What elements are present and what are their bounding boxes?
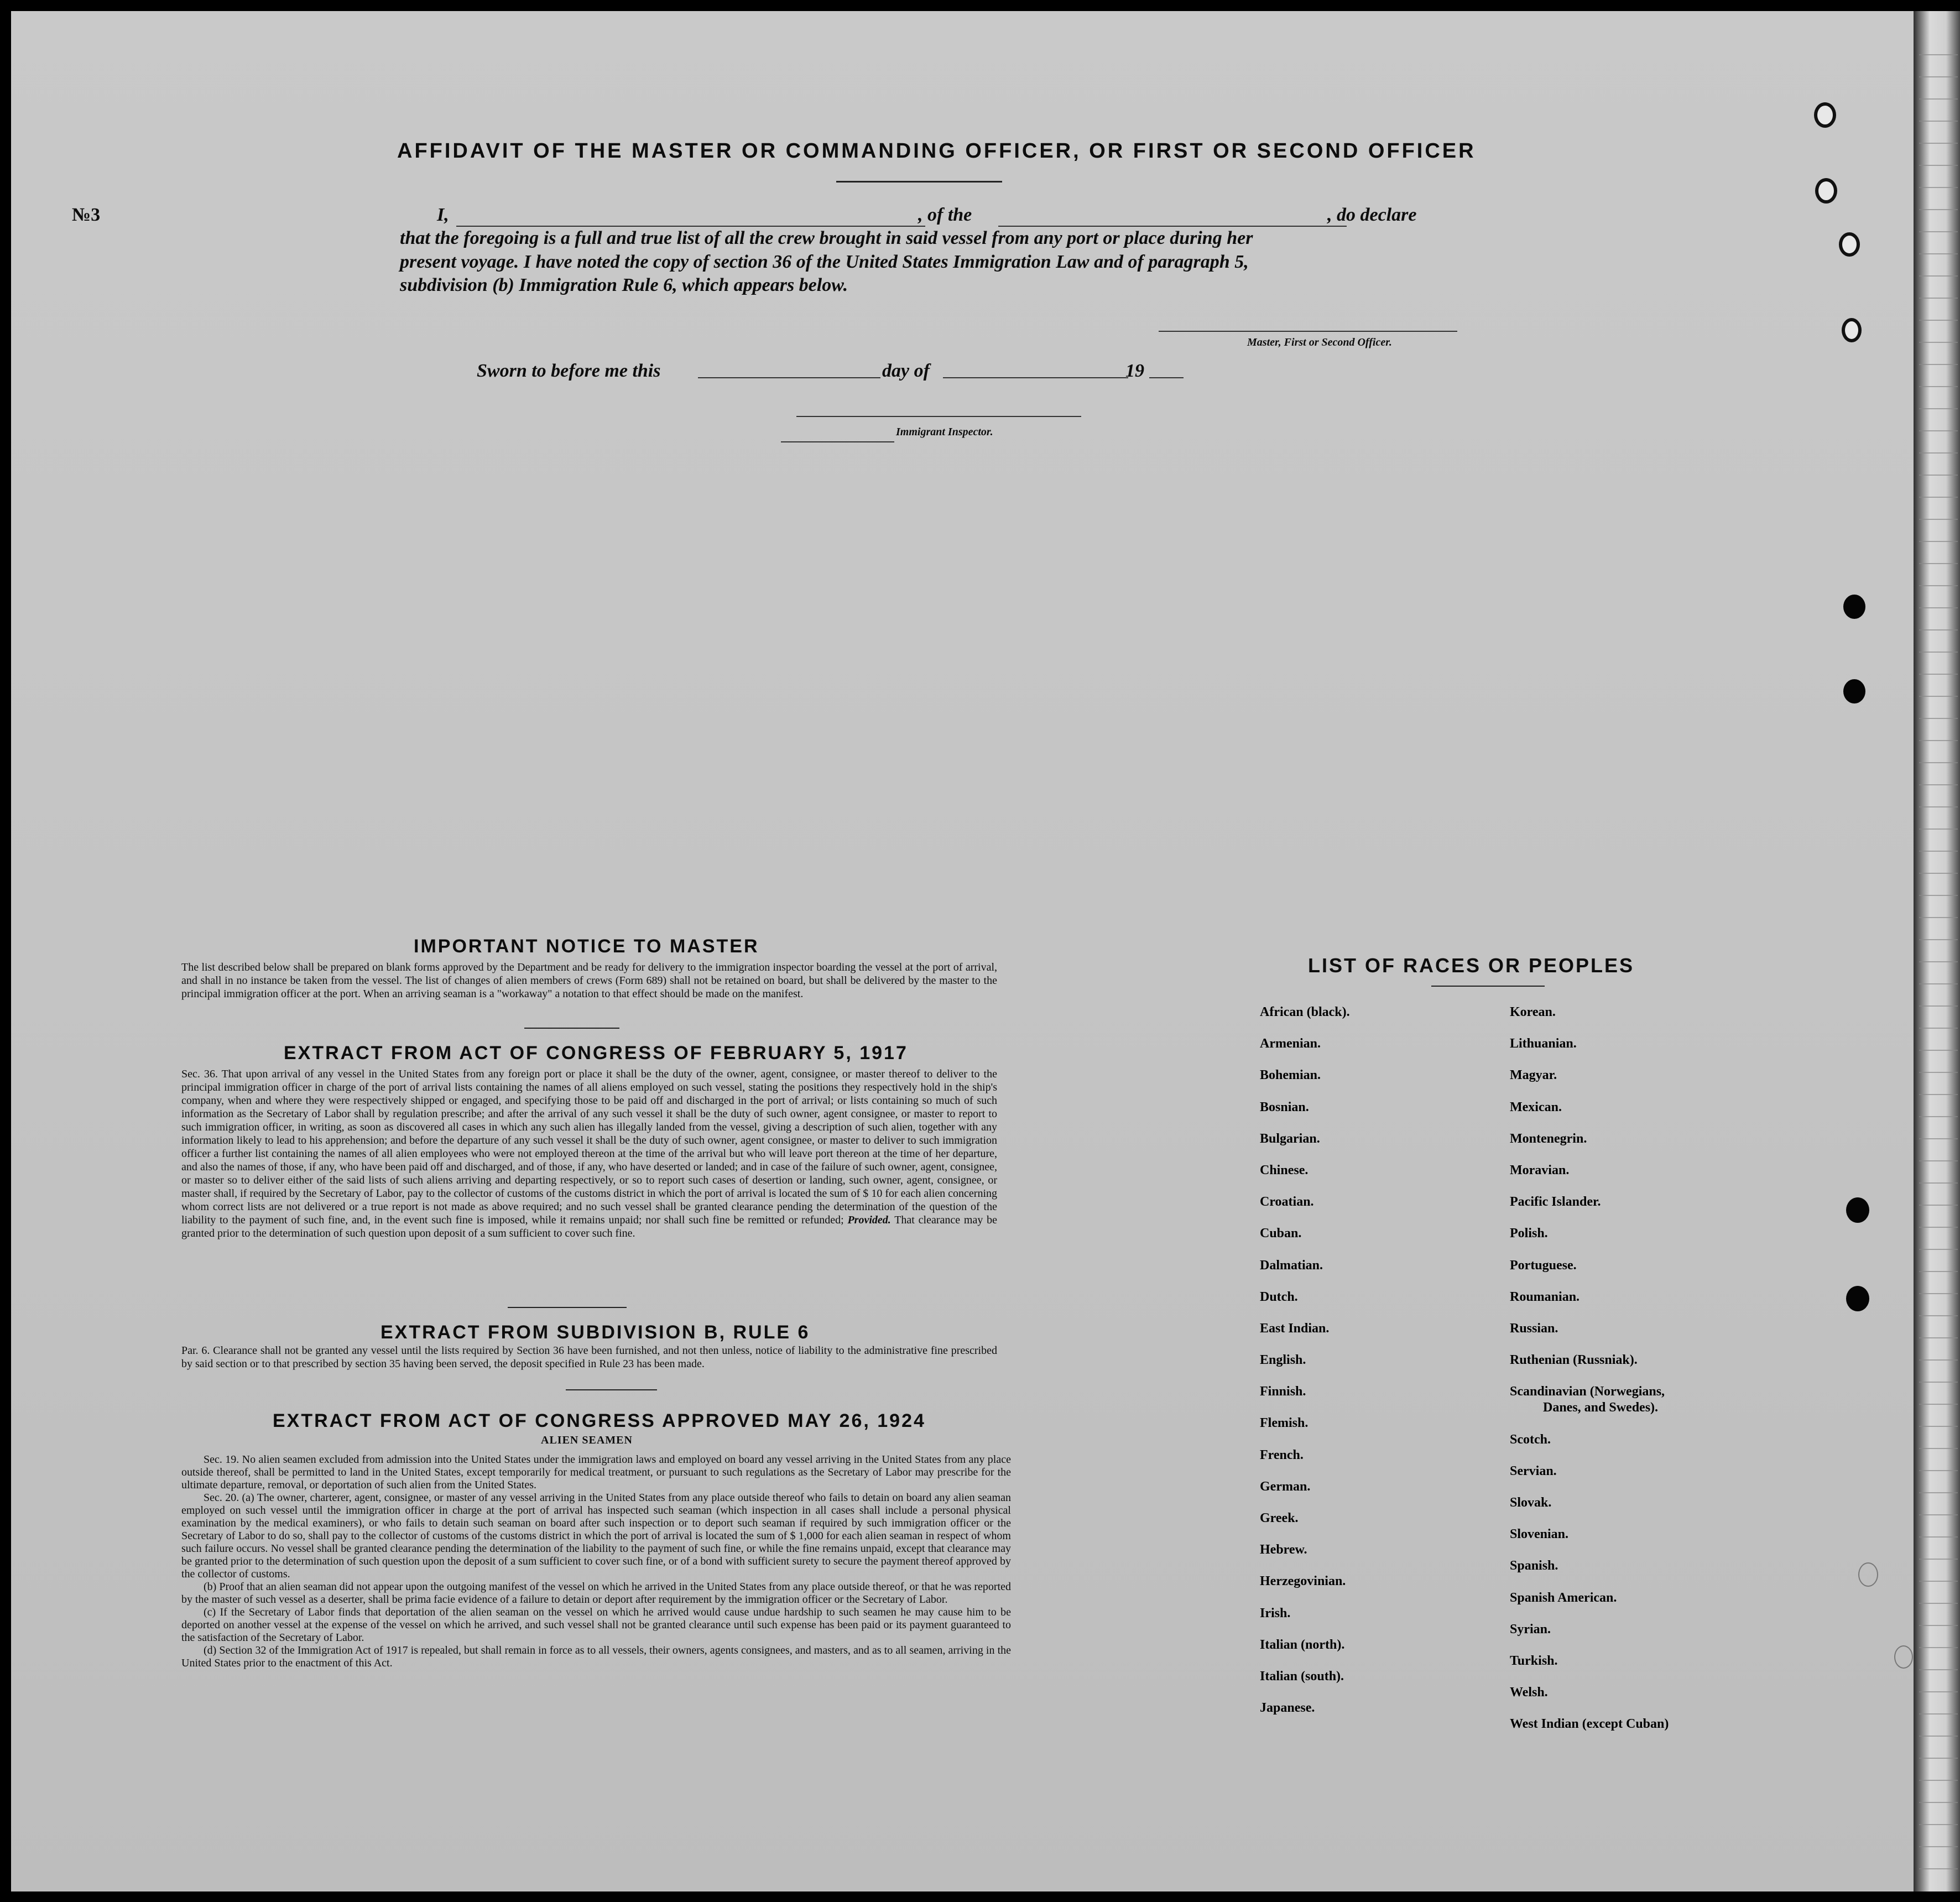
notice-title: IMPORTANT NOTICE TO MASTER: [414, 936, 759, 957]
race-entry: Roumanian.: [1510, 1289, 1580, 1304]
vessel-blank: [998, 226, 1347, 227]
divider: [524, 1028, 619, 1029]
race-entry: Flemish.: [1260, 1416, 1309, 1431]
race-entry: Korean.: [1510, 1005, 1556, 1019]
affidavit-line1-c: , do declare: [1327, 205, 1417, 225]
races-column-2: [1510, 1005, 1669, 1749]
race-entry: Montenegrin.: [1510, 1131, 1587, 1146]
sec20a: Sec. 20. (a) The owner, charterer, agent, consignee, or master of any vessel arriving in the United States from any place outside thereof who fails to detain on board any alien seaman employed on such vessel until the immigration officer in charge at the port of arrival has inspected such seaman (which inspection in all cases shall include a personal physical examination by the medical examiners), or who fails to detain such seaman on board after such inspection or to deport such seaman if required by such immigration officer or the Secretary of Labor to do so, shall pay to the collector of customs of the customs district in which the port of arrival is located the sum of $ 1,000 for each alien seaman in respect of whom such failure occurs. No vessel shall be granted clearance pending the determination of the liability to the payment of such fine, or while the fine remains unpaid, except that clearance may be granted prior to the determination of such question upon the deposit of a sum sufficient to cover such fine, or of a bond with sufficient surety to secure the payment thereof approved by the collector of customs.: [181, 1492, 1011, 1580]
sec20c: (c) If the Secretary of Labor finds that deportation of the alien seaman on the vessel on which he arrived would cause undue hardship to such seamen he may cause him to be deported on another vessel at the expense of the vessel on which he arrived, and such vessel shall not be granted clearance until such expense has been paid or its payment guaranteed to the satisfaction of the Secretary of Labor.: [181, 1606, 1011, 1644]
binder-hole: [1839, 232, 1860, 257]
year-prefix: 19: [1125, 361, 1144, 381]
race-entry: Moravian.: [1510, 1163, 1570, 1177]
race-entry: German.: [1260, 1479, 1311, 1494]
sec20d: (d) Section 32 of the Immigration Act of 1917 is repealed, but shall remain in force as to all vessels, their owners, agents consignees, and masters, and as to all seamen, arriving in the United States prior to the enactment of this Act.: [181, 1644, 1011, 1669]
extract-rule6-body: Par. 6. Clearance shall not be granted any vessel until the lists required by Section 36 have been furnished, and not then unless, notice of liability to the administrative fine prescribed by said section or to that prescribed by section 35 having been served, the deposit specified in Rule 23 has been made.: [181, 1345, 997, 1370]
affidavit-line4: subdivision (b) Immigration Rule 6, which appears below.: [400, 275, 848, 295]
name-blank: [456, 226, 925, 227]
race-entry: Slovak.: [1510, 1495, 1552, 1510]
binder-hole: [1843, 679, 1865, 704]
race-entry: Croatian.: [1260, 1195, 1314, 1210]
race-entry: Dalmatian.: [1260, 1258, 1323, 1273]
affidavit-line2: that the foregoing is a full and true list of all the crew brought in said vessel from any port or place during her: [400, 228, 1253, 248]
race-entry: Servian.: [1510, 1463, 1557, 1478]
race-entry: English.: [1260, 1353, 1306, 1368]
binder-hole: [1846, 1197, 1869, 1223]
race-entry: Syrian.: [1510, 1622, 1551, 1637]
extract-1917-text: That upon arrival of any vessel in the United States from any foreign port or place it shall be the duty of the owner, agent, consignee, or master thereof to deliver to the principal immigration officer in charge of the port of arrival lists containing the names of all aliens employed on such vessel, stating the positions they respectively hold in the ship's company, when and where they were respectively shipped or engaged, and specifying those to be paid off and discharged in the port of arrival; or lists containing so much of such information as the Secretary of Labor shall by regulation prescribe; and after the arrival of any such vessel it shall be the duty of such owner, agent consignee, or master to report to such immigration officer, in writing, as soon as discovered all cases in which any such alien has illegally landed from the vessel, giving a description of such alien, together with any information likely to lead to his apprehension; and before the departure of any such vessel it shall be the duty of such owner, agent consignee, or master to deliver to such immigration officer a further list containing the names of all alien employees who were not employed thereon at the time of the arrival but who will leave port thereon at the time of her departure, and also the names of those, if any, who have been paid off and discharged, and of those, if any, who have deserted or landed; and in case of the failure of such owner, agent, consignee, or master so to deliver either of the said lists of such aliens arriving and departing respectively, or so to report such cases of desertion or landing, such owner, agent, consignee, or master shall, if required by the Secretary of Labor, pay to the collector of customs of the customs district in which the port of arrival is located the sum of $ 10 for each alien concerning whom correct lists are not delivered or a true report is not made as above required; and no such vessel shall be granted clearance pending the determination of the question of the liability to the payment of such fine, and, in the event such fine is imposed, while it remains unpaid; nor shall such fine be remitted or refunded;: [181, 1068, 997, 1226]
race-entry: Scotch.: [1510, 1432, 1551, 1447]
race-entry: West Indian (except Cuban): [1510, 1717, 1669, 1732]
affidavit-title: AFFIDAVIT OF THE MASTER OR COMMANDING OFFICER, OR FIRST OR SECOND OFFICER: [397, 139, 1476, 163]
extract-1917-provided: Provided.: [847, 1214, 891, 1226]
race-entry: Lithuanian.: [1510, 1036, 1577, 1051]
inspector-label: Immigrant Inspector.: [896, 426, 993, 438]
race-entry: Portuguese.: [1510, 1258, 1577, 1273]
race-entry: Spanish.: [1510, 1559, 1558, 1573]
divider: [508, 1307, 627, 1308]
race-entry: African (black).: [1260, 1005, 1350, 1019]
inspector-blank: [796, 416, 1081, 417]
extract-1924-body: [181, 1453, 1011, 1670]
binder-hole: [1814, 102, 1836, 128]
divider: [836, 181, 1002, 183]
race-entry: Armenian.: [1260, 1036, 1321, 1051]
race-entry: French.: [1260, 1447, 1304, 1462]
race-entry: Italian (south).: [1260, 1669, 1344, 1684]
race-entry: Chinese.: [1260, 1163, 1309, 1177]
race-entry: Finnish.: [1260, 1384, 1306, 1399]
extract-1917-body: [181, 1067, 997, 1240]
sworn-text: Sworn to before me this: [477, 361, 661, 381]
race-entry: Japanese.: [1260, 1701, 1315, 1716]
binder-hole: [1846, 1286, 1869, 1311]
race-entry: Scandinavian (Norwegians,: [1510, 1384, 1665, 1399]
races-title: LIST OF RACES OR PEOPLES: [1308, 954, 1635, 977]
signature-blank: [1159, 331, 1457, 332]
race-entry: Slovenian.: [1510, 1527, 1569, 1542]
affidavit-line1-a: I,: [437, 205, 449, 225]
race-entry: Bohemian.: [1260, 1068, 1321, 1083]
extract-1917-title: EXTRACT FROM ACT OF CONGRESS OF FEBRUARY 5, 1917: [284, 1043, 908, 1064]
sec20b: (b) Proof that an alien seaman did not appear upon the outgoing manifest of the vessel on which he arrived in the United States from any place outside thereof, or that he was reported by the master of such vessel as a deserter, shall be prima facie evidence of a failure to detain or deport after requirement by the immigration officer or the Secretary of Labor.: [181, 1581, 1011, 1606]
extract-1924-title: EXTRACT FROM ACT OF CONGRESS APPROVED MAY 26, 1924: [273, 1410, 926, 1431]
ledger-strip: [1919, 33, 1958, 1880]
extract-rule6-title: EXTRACT FROM SUBDIVISION B, RULE 6: [380, 1322, 810, 1343]
race-entry: Cuban.: [1260, 1226, 1302, 1241]
race-entry: Bosnian.: [1260, 1099, 1309, 1114]
sec19: Sec. 19. No alien seamen excluded from admission into the United States under the immigration laws and employed on board any vessel arriving in the United States from any place outside thereof, shall be permitted to land in the United States, except temporarily for medical treatment, or pursuant to such regulations as the Secretary of Labor may prescribe for the ultimate departure, removal, or deportation of such alien from the United States.: [181, 1453, 1011, 1491]
race-entry: Polish.: [1510, 1226, 1548, 1241]
signature-label: Master, First or Second Officer.: [1247, 336, 1392, 348]
binder-hole: [1843, 595, 1865, 619]
day-of-text: day of: [882, 361, 930, 381]
race-entry: Dutch.: [1260, 1289, 1298, 1304]
binder-hole: [1894, 1645, 1913, 1669]
race-entry: Hebrew.: [1260, 1543, 1307, 1557]
race-entry: Italian (north).: [1260, 1637, 1345, 1652]
race-entry: Magyar.: [1510, 1068, 1557, 1083]
race-entry: Welsh.: [1510, 1685, 1548, 1700]
extract-1924-subtitle: ALIEN SEAMEN: [541, 1434, 633, 1446]
divider: [1431, 986, 1545, 987]
affidavit-line3: present voyage. I have noted the copy of section 36 of the United States Immigration Law and of paragraph 5,: [400, 252, 1249, 272]
race-entry: Spanish American.: [1510, 1590, 1617, 1605]
binder-hole: [1858, 1562, 1878, 1587]
race-entry: Danes, and Swedes).: [1543, 1400, 1659, 1415]
sworn-month-blank: [943, 377, 1128, 378]
year-blank: [1149, 377, 1184, 378]
binder-hole: [1842, 318, 1862, 342]
margin-mark: №3: [72, 205, 101, 225]
race-entry: Pacific Islander.: [1510, 1195, 1601, 1210]
divider: [566, 1389, 657, 1390]
race-entry: Mexican.: [1510, 1099, 1562, 1114]
race-entry: Russian.: [1510, 1321, 1558, 1336]
notice-body: The list described below shall be prepared on blank forms approved by the Department and be ready for delivery to the immigration inspector boarding the vessel at the port of arrival, and shall in no instance be taken from the vessel. The list of changes of alien members of crews (Form 689) shall not be retained on board, but shall be delivered by the master to the principal immigration officer at the port. When an arriving seaman is a "workaway" a notation to that effect should be made on the manifest.: [181, 961, 997, 1000]
race-entry: Ruthenian (Russniak).: [1510, 1353, 1638, 1368]
race-entry: Turkish.: [1510, 1653, 1558, 1668]
race-entry: Irish.: [1260, 1606, 1291, 1620]
binder-hole: [1815, 178, 1837, 204]
race-entry: Herzegovinian.: [1260, 1574, 1346, 1589]
race-entry: Greek.: [1260, 1511, 1299, 1525]
sworn-day-blank: [698, 377, 880, 378]
affidavit-line1-b: , of the: [918, 205, 972, 225]
races-column-1: [1260, 1005, 1350, 1732]
inspector-blank-2: [781, 441, 894, 442]
extract-1917-sec: Sec. 36.: [181, 1068, 218, 1080]
race-entry: Bulgarian.: [1260, 1131, 1320, 1146]
race-entry: East Indian.: [1260, 1321, 1330, 1336]
extract-1917-tail: That clearance may be granted prior to the determination of such question upon deposit of a sum sufficient to cover such fine.: [181, 1214, 997, 1239]
